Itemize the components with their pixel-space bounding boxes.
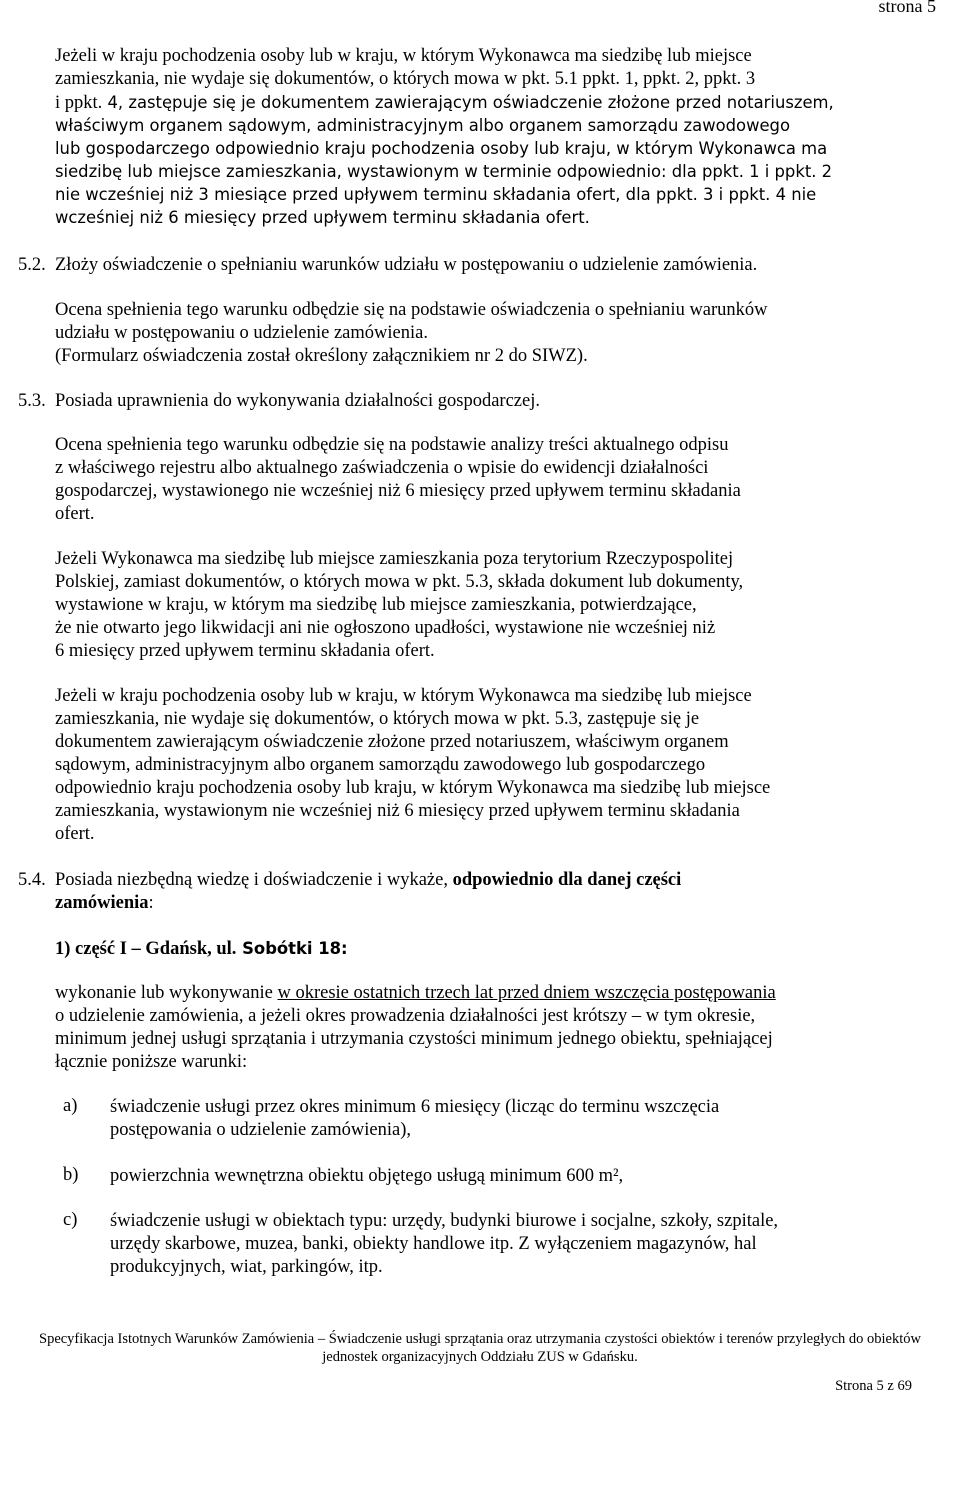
list-marker: a) [63, 1096, 78, 1116]
list-marker: b) [63, 1165, 79, 1185]
footer-title: Specyfikacja Istotnych Warunków Zamówienia – Świadczenie usługi sprzątania oraz utrzymania czystości obiektów i terenów przyległych do obiektów [39, 1331, 921, 1347]
subsection-heading [55, 937, 348, 961]
section-number: 5.3. [18, 391, 46, 411]
text-span: wykonanie lub wykonywanie [55, 983, 278, 1003]
text-line: gospodarczej, wystawionego nie wcześniej niż 6 miesięcy przed upływem terminu składania [55, 481, 741, 501]
text-line: że nie otwarto jego likwidacji ani nie ogłoszono upadłości, wystawione nie wcześniej niż [55, 618, 716, 638]
text-line: odpowiednio kraju pochodzenia osoby lub kraju, w którym Wykonawca ma siedzibę lub miejsce [55, 778, 771, 798]
text-line: nie wcześniej niż 3 miesiące przed upływem terminu składania ofert, dla ppkt. 3 i ppkt. 4 nie [55, 185, 817, 204]
text-line: o udzielenie zamówienia, a jeżeli okres prowadzenia działalności jest krótszy – w tym okresie, [55, 1006, 756, 1026]
text-line: dokumentem zawierającym oświadczenie złożone przed notariuszem, właściwym organem [55, 732, 729, 752]
text-line: lub gospodarczego odpowiednio kraju pochodzenia osoby lub kraju, w którym Wykonawca ma [55, 139, 828, 158]
text-span: i ppkt. [55, 93, 103, 113]
text-line: sądowym, administracyjnym albo organem samorządu zawodowego lub gospodarczego [55, 755, 706, 775]
text-line: wcześniej niż 6 miesięcy przed upływem terminu składania ofert. [55, 208, 590, 227]
text-line [55, 982, 776, 1005]
text-line: Polskiej, zamiast dokumentów, o których mowa w pkt. 5.3, składa dokument lub dokumenty, [55, 572, 744, 592]
text-line: z właściwego rejestru albo aktualnego zaświadczenia o wpisie do ewidencji działalności [55, 458, 709, 478]
text-line: Jeżeli Wykonawca ma siedzibę lub miejsce zamieszkania poza terytorium Rzeczypospolitej [55, 549, 734, 569]
text-line: wystawione w kraju, w którym ma siedzibę lub miejsce zamieszkania, potwierdzające, [55, 595, 697, 615]
section-number: 5.2. [18, 255, 46, 275]
text-span: 1) część I – Gdańsk, ul. [55, 939, 237, 959]
text-line: świadczenie usługi w obiektach typu: urzędy, budynki biurowe i socjalne, szkoły, szpitale, [110, 1211, 779, 1231]
text-line: minimum jednej usługi sprzątania i utrzymania czystości minimum jednego obiektu, spełniającej [55, 1029, 773, 1049]
text-span: Sobótki 18: [236, 939, 348, 958]
list-marker: c) [63, 1210, 78, 1230]
page-header-number: strona 5 [878, 0, 936, 16]
text-line: Ocena spełnienia tego warunku odbędzie się na podstawie oświadczenia o spełnianiu warunków [55, 300, 768, 320]
text-line: zamieszkania, wystawionym nie wcześniej niż 6 miesięcy przed upływem terminu składania [55, 801, 740, 821]
section-number: 5.4. [18, 870, 46, 890]
text-line: siedzibę lub miejsce zamieszkania, wystawionym w terminie odpowiednio: dla ppkt. 1 i ppkt. 2 [55, 162, 833, 181]
text-span: 4, zastępuje się je dokumentem zawierającym oświadczenie złożone przed notariuszem, [102, 93, 834, 112]
text-line: produkcyjnych, wiat, parkingów, itp. [110, 1257, 383, 1277]
text-line: udziału w postępowaniu o udzielenie zamówienia. [55, 323, 428, 343]
footer-title: jednostek organizacyjnych Oddziału ZUS w Gdańsku. [322, 1349, 638, 1365]
text-line: urzędy skarbowe, muzea, banki, obiekty handlowe itp. Z wyłączeniem magazynów, hal [110, 1234, 757, 1254]
text-line: łącznie poniższe warunki: [55, 1052, 248, 1072]
text-line: Jeżeli w kraju pochodzenia osoby lub w kraju, w którym Wykonawca ma siedzibę lub miejsce [55, 46, 752, 66]
section-title [55, 869, 681, 892]
text-line: zamieszkania, nie wydaje się dokumentów, o których mowa w pkt. 5.3, zastępuje się je [55, 709, 700, 729]
text-span: Posiada niezbędną wiedzę i doświadczenie i wykaże, [55, 870, 453, 890]
section-title: Złoży oświadczenie o spełnianiu warunków udziału w postępowaniu o udzielenie zamówienia. [55, 255, 758, 275]
section-title [55, 892, 154, 915]
text-line: Ocena spełnienia tego warunku odbędzie się na podstawie analizy treści aktualnego odpisu [55, 435, 729, 455]
text-span: zamówienia [55, 893, 149, 913]
text-span: w okresie ostatnich trzech lat przed dniem wszczęcia postępowania [277, 983, 776, 1003]
text-line: (Formularz oświadczenia został określony załącznikiem nr 2 do SIWZ). [55, 346, 588, 366]
footer-page-number: Strona 5 z 69 [835, 1378, 912, 1394]
text-line: właściwym organem sądowym, administracyjnym albo organem samorządu zawodowego [55, 116, 790, 135]
text-line [55, 91, 834, 115]
text-span: odpowiednio dla danej części [452, 870, 682, 890]
text-line: ofert. [55, 824, 95, 844]
text-line: zamieszkania, nie wydaje się dokumentów, o których mowa w pkt. 5.1 ppkt. 1, ppkt. 2, ppkt. 3 [55, 69, 756, 89]
text-span: : [148, 893, 154, 913]
text-line: powierzchnia wewnętrzna obiektu objętego usługą minimum 600 m², [110, 1166, 624, 1186]
text-line: świadczenie usługi przez okres minimum 6 miesięcy (licząc do terminu wszczęcia [110, 1097, 720, 1117]
text-line: 6 miesięcy przed upływem terminu składania ofert. [55, 641, 435, 661]
section-title: Posiada uprawnienia do wykonywania działalności gospodarczej. [55, 391, 540, 411]
text-line: postępowania o udzielenie zamówienia), [110, 1120, 412, 1140]
text-line: Jeżeli w kraju pochodzenia osoby lub w kraju, w którym Wykonawca ma siedzibę lub miejsce [55, 686, 752, 706]
text-line: ofert. [55, 504, 95, 524]
